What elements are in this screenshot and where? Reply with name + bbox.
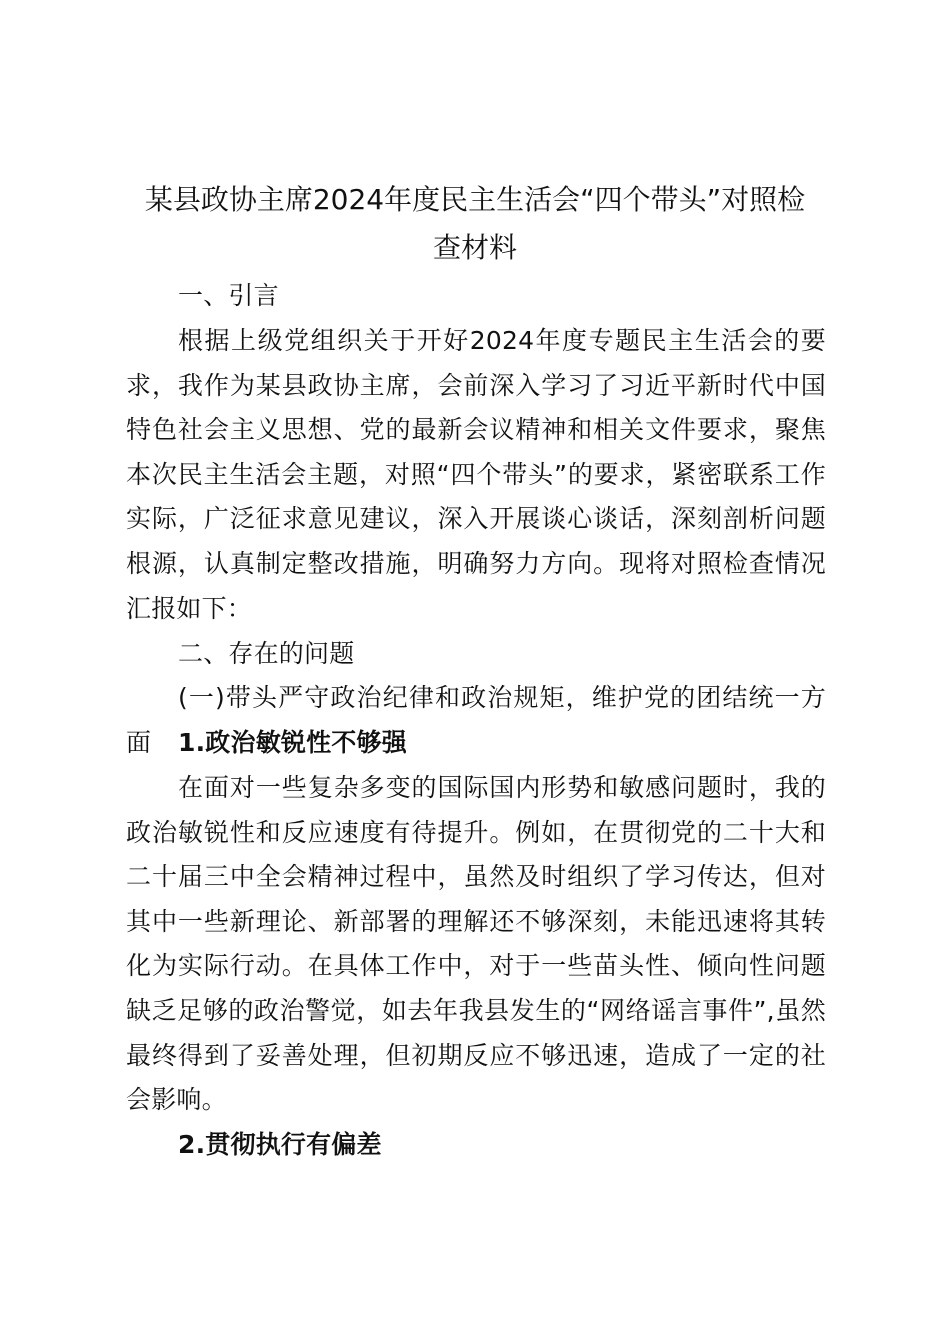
item-1-paragraph: 在面对一些复杂多变的国际国内形势和敏感问题时，我的政治敏锐性和反应速度有待提升。例如，在贯彻党的二十大和二十届三中全会精神过程中，虽然及时组织了学习传达，但对其中一些新理论、新部署的理解还不够深刻，未能迅速将其转化为实际行动。在具体工作中，对于一些苗头性、倾向性问题缺乏足够的政治警觉，如去年我县发生的“网络谣言事件”,虽然最终得到了妥善处理，但初期反应不够迅速，造成了一定的社会影响。 xyxy=(126,773,826,1115)
item-1-heading: 1.政治敏锐性不够强 xyxy=(178,728,407,757)
section-1-heading: 一、引言 xyxy=(178,281,279,310)
section-1-paragraph: 根据上级党组织关于开好2024年度专题民主生活会的要求，我作为某县政协主席，会前深入学习了习近平新时代中国特色社会主义思想、党的最新会议精神和相关文件要求，聚焦本次民主生活会主题，对照“四个带头”的要求，紧密联系工作实际，广泛征求意见建议，深入开展谈心谈话，深刻剖析问题根源，认真制定整改措施，明确努力方向。现将对照检查情况汇报如下： xyxy=(126,326,826,623)
section-2-heading: 二、存在的问题 xyxy=(178,639,355,668)
subsection-1-heading: (一)带头严守政治纪律和政治规矩，维护党的团结统一方面 xyxy=(126,683,826,757)
item-2-heading: 2.贯彻执行有偏差 xyxy=(178,1130,382,1159)
title-line-1: 某县政协主席2024年度民主生活会“四个带头”对照检 xyxy=(144,183,806,216)
document-title xyxy=(120,176,830,272)
title-line-2: 查材料 xyxy=(432,231,517,264)
